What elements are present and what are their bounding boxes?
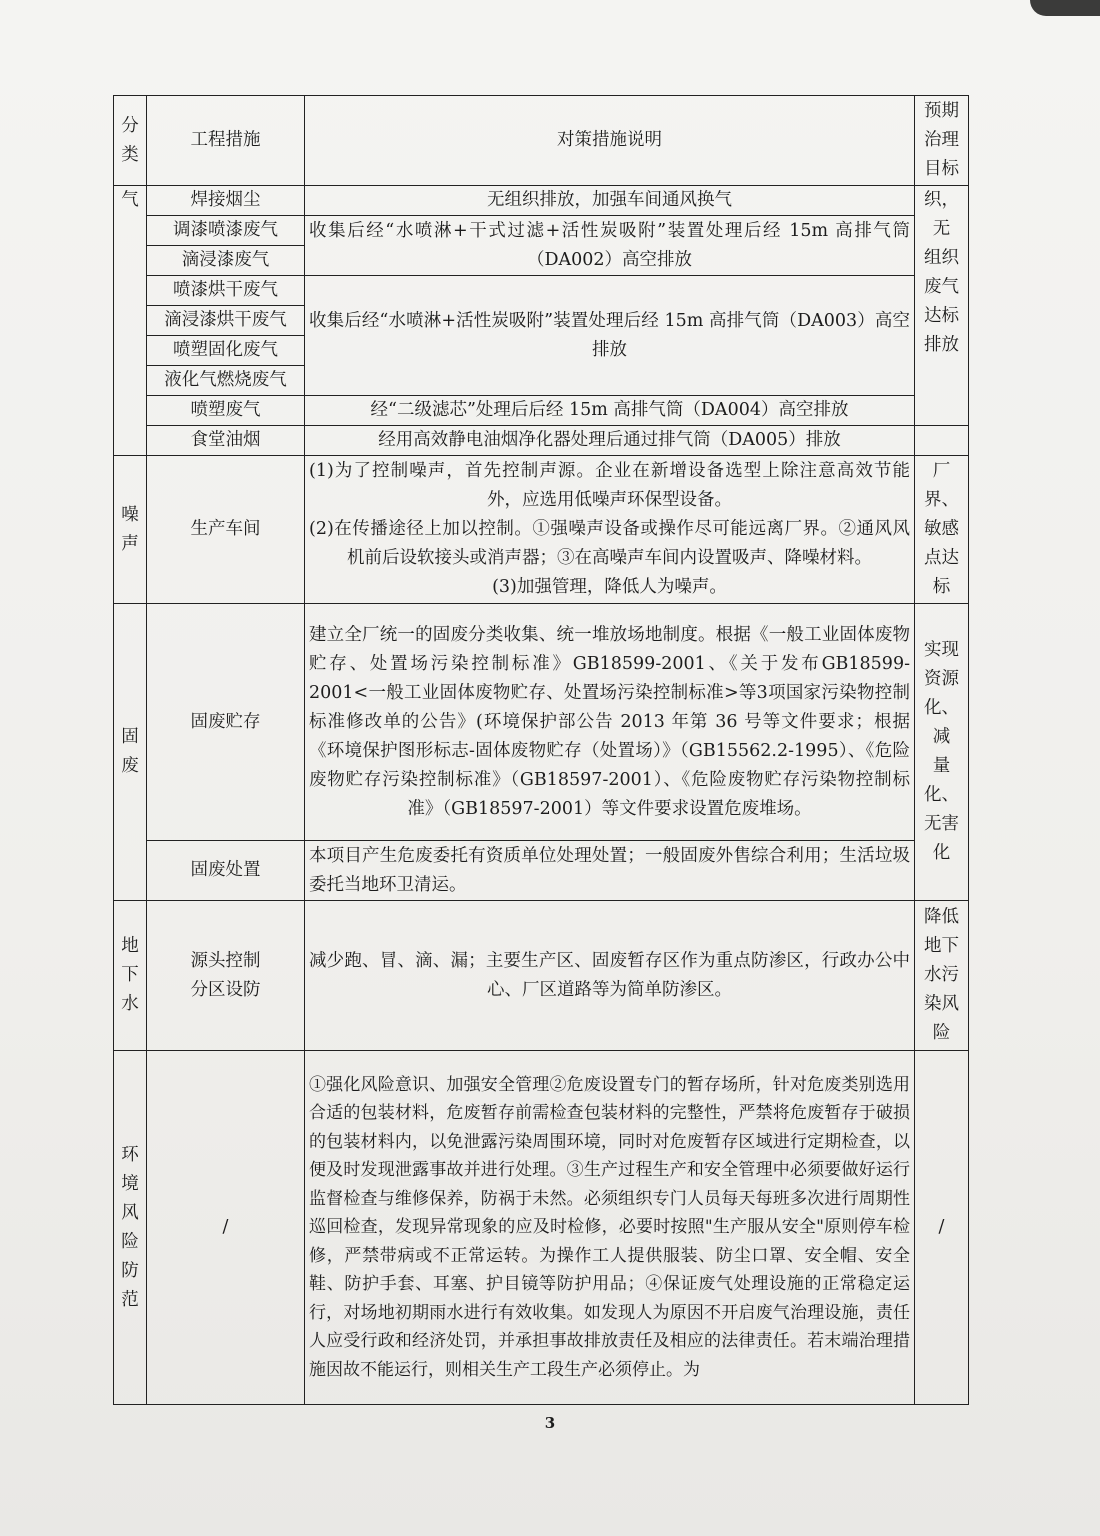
noise-paragraph-1: (1)为了控制噪声，首先控制声源。企业在新增设备选型上除注意高效节能外，应选用低噪声环保型设备。 — [309, 461, 910, 510]
air-measure: 液化气燃烧废气 — [147, 366, 305, 396]
header-description: 对策措施说明 — [305, 96, 915, 186]
air-row-spray-dry — [114, 276, 969, 306]
risk-category: 环 境 风 险 防 范 — [114, 1051, 147, 1405]
noise-goal: 厂界、 敏感 点达 标 — [915, 456, 969, 604]
solid-disposal-measure: 固废处置 — [147, 841, 305, 901]
air-row-welding — [114, 186, 969, 216]
header-category: 分 类 — [114, 96, 147, 186]
solid-storage-measure: 固废贮存 — [147, 604, 305, 841]
header-measure: 工程措施 — [147, 96, 305, 186]
groundwater-row — [114, 901, 969, 1051]
air-measure: 喷塑废气 — [147, 396, 305, 426]
air-measure: 喷塑固化废气 — [147, 336, 305, 366]
air-description: 经“二级滤芯”处理后后经 15m 高排气筒（DA004）高空排放 — [305, 396, 915, 426]
groundwater-category: 地 下 水 — [114, 901, 147, 1051]
air-goal-empty — [915, 426, 969, 456]
air-goal: 织，无 组织 废气 达标 排放 — [915, 186, 969, 426]
air-measure: 食堂油烟 — [147, 426, 305, 456]
air-category: 气 — [114, 186, 147, 456]
air-measure: 调漆喷漆废气 — [147, 216, 305, 246]
air-description-group-b: 收集后经“水喷淋+活性炭吸附”装置处理后经 15m 高排气筒（DA003）高空排放 — [305, 276, 915, 396]
groundwater-description: 减少跑、冒、滴、漏；主要生产区、固废暂存区作为重点防渗区，行政办公中心、厂区道路等为简单防渗区。 — [305, 901, 915, 1051]
page-number: 3 — [544, 1414, 556, 1432]
risk-description: ①强化风险意识、加强安全管理②危废设置专门的暂存场所，针对危废类别选用合适的包装材料，危废暂存前需检查包装材料的完整性，严禁将危废暂存于破损的包装材料内，以免泄露污染周围环境，同时对危废暂存区域进行定期检查，以便及时发现泄露事故并进行处理。③生产过程生产和安全管理中必须要做好运行监督检查与维修保养，防祸于未然。必须组织专门人员每天每班多次进行周期性巡回检查，发现异常现象的应及时检修，必要时按照"生产服从安全"原则停车检修，严禁带病或不正常运转。为操作工人提供服装、防尘口罩、安全帽、安全鞋、防护手套、耳塞、护目镜等防护用品；④保证废气处理设施的正常稳定运行，对场地初期雨水进行有效收集。如发现人为原因不开启废气治理设施，责任人应受行政和经济处罚，并承担事故排放责任及相应的法律责任。若末端治理措施因故不能运行，则相关生产工段生产必须停止。为 — [305, 1051, 915, 1405]
solid-disposal-description: 本项目产生危废委托有资质单位处理处置；一般固废外售综合利用；生活垃圾委托当地环卫清运。 — [305, 841, 915, 901]
air-row-paint-mix — [114, 216, 969, 246]
groundwater-measure: 源头控制 分区设防 — [147, 901, 305, 1051]
air-description-group-a: 收集后经“水喷淋+干式过滤+活性炭吸附”装置处理后经 15m 高排气筒（DA002）高空排放 — [305, 216, 915, 276]
solid-category: 固 废 — [114, 604, 147, 901]
air-description: 无组织排放，加强车间通风换气 — [305, 186, 915, 216]
risk-measure: / — [147, 1051, 305, 1405]
air-measure: 喷漆烘干废气 — [147, 276, 305, 306]
noise-measure: 生产车间 — [147, 456, 305, 604]
air-description: 经用高效静电油烟净化器处理后通过排气筒（DA005）排放 — [305, 426, 915, 456]
risk-row — [114, 1051, 969, 1405]
header-goal: 预期 治理 目标 — [915, 96, 969, 186]
noise-row — [114, 456, 969, 604]
solid-storage-row — [114, 604, 969, 841]
solid-disposal-row — [114, 841, 969, 901]
measures-table — [113, 95, 969, 1405]
groundwater-goal: 降低 地下 水污 染风 险 — [915, 901, 969, 1051]
scan-shadow — [1030, 0, 1100, 16]
noise-paragraph-2: (2)在传播途径上加以控制。①强噪声设备或操作尽可能远离厂界。②通风风机前后设软接头或消声器；③在高噪声车间内设置吸声、降噪材料。 — [309, 519, 910, 568]
air-row-powder — [114, 396, 969, 426]
noise-category: 噪 声 — [114, 456, 147, 604]
solid-storage-description: 建立全厂统一的固废分类收集、统一堆放场地制度。根据《一般工业固体废物贮存、处置场污染控制标准》GB18599-2001、《关于发布GB18599-2001<一般工业固体废物贮存、处置场污染控制标准>等3项国家污染物控制标准修改单的公告》(环境保护部公告 2013 年第 36 号等文件要求；根据《环境保护图形标志-固体废物贮存（处置场）》（GB15562.2-1995）、《危险废物贮存污染控制标准》（GB18597-2001）、《危险废物贮存污染物控制标准》（GB18597-2001）等文件要求设置危废堆场。 — [305, 604, 915, 841]
air-measure: 滴浸漆烘干废气 — [147, 306, 305, 336]
risk-goal: / — [915, 1051, 969, 1405]
solid-goal: 实现 资源 化、减 量化、 无害 化 — [915, 604, 969, 901]
air-measure: 滴浸漆废气 — [147, 246, 305, 276]
air-measure: 焊接烟尘 — [147, 186, 305, 216]
air-row-canteen — [114, 426, 969, 456]
noise-paragraph-3: (3)加强管理，降低人为噪声。 — [492, 577, 727, 597]
noise-description — [305, 456, 915, 604]
header-row — [114, 96, 969, 186]
